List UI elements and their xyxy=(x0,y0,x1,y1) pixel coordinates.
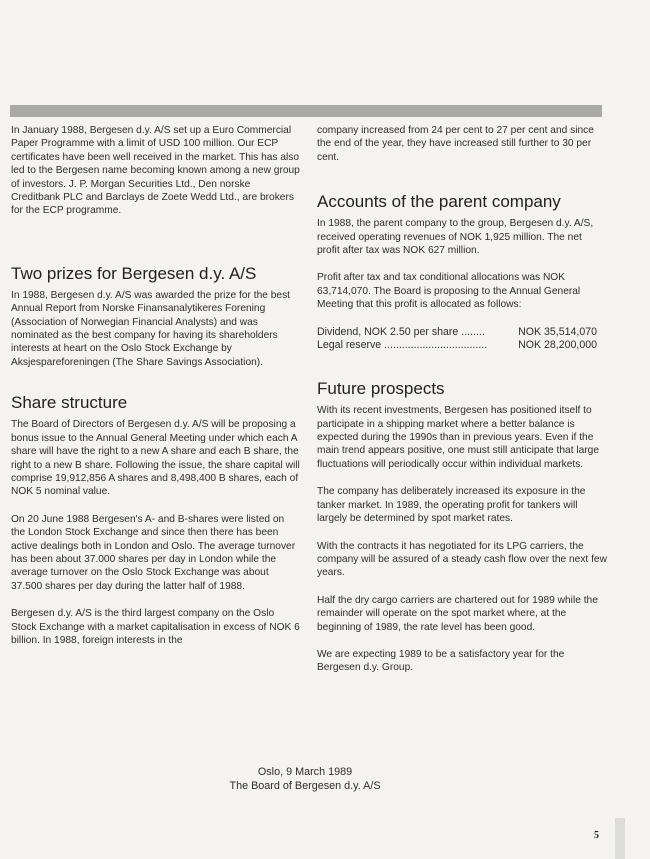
heading-future-prospects: Future prospects xyxy=(317,379,445,399)
right-column xyxy=(317,124,607,675)
continued-paragraph: company increased from 24 per cent to 27 per cent and since the end of the year, they have increased still further to 30 per cent. xyxy=(317,125,594,163)
share-paragraph-2: On 20 June 1988 Bergesen's A- and B-shares were listed on the London Stock Exchange and since then there has been active dealings both in London and Oslo. The average turnover has been about 37.000 shares per day in London while the average turnover on the Oslo Stock Exchange was about 37.500 shares per day during the latter half of 1988. xyxy=(11,513,296,592)
future-paragraph-5: We are expecting 1989 to be a satisfactory year for the Bergesen d.y. Group. xyxy=(317,648,565,674)
page-number: 5 xyxy=(594,830,599,841)
allocation-label: Legal reserve ................................... xyxy=(317,339,488,352)
heading-share-structure: Share structure xyxy=(11,393,128,413)
allocation-label: Dividend, NOK 2.50 per share ........ xyxy=(317,325,485,338)
accounts-paragraph-2: Profit after tax and tax conditional allocations was NOK 63,714,070. The Board is proposing to the Annual General Meeting that this profit is allocated as follows: xyxy=(317,272,581,311)
signature-place-date: Oslo, 9 March 1989 xyxy=(257,766,353,778)
allocation-row-legal-reserve xyxy=(317,339,597,353)
signature-board: The Board of Bergesen d.y. A/S xyxy=(229,779,381,792)
future-paragraph-1: With its recent investments, Bergesen has positioned itself to participate in a shipping market where a better balance is expected during the 1990s than in previous years. Even if the main trend appears positive, one must still anticipate that large fluctuations will periodically occur within individual markets. xyxy=(317,405,600,470)
future-paragraph-2: The company has deliberately increased its exposure in the tanker market. In 1989, the operating profit for tankers will largely be determined by spot market rates. xyxy=(317,486,586,525)
heading-accounts: Accounts of the parent company xyxy=(317,192,561,212)
share-paragraph-1: The Board of Directors of Bergesen d.y. A/S will be proposing a bonus issue to the Annual General Meeting under which each A share will have the right to a new A share and each B share, the right to a new B share. Following the issue, the share capital will comprise 19,912,856 A shares and 8,498,400 B shares, each of NOK 5 nominal value. xyxy=(11,419,300,498)
allocation-amount: NOK 35,514,070 xyxy=(518,325,597,338)
accounts-paragraph-1: In 1988, the parent company to the group, Bergesen d.y. A/S, received operating revenues of NOK 1,925 million. The net profit after tax was NOK 627 million. xyxy=(317,218,594,257)
signature-block xyxy=(0,766,610,793)
page-edge-tab xyxy=(615,818,625,859)
header-rule xyxy=(10,105,602,117)
left-column xyxy=(11,124,301,647)
allocation-row-dividend xyxy=(317,326,597,340)
share-paragraph-3: Bergesen d.y. A/S is the third largest company on the Oslo Stock Exchange with a market capitalisation in excess of NOK 6 billion. In 1988, foreign interests in the xyxy=(11,608,300,646)
heading-two-prizes: Two prizes for Bergesen d.y. A/S xyxy=(11,263,257,283)
ecp-paragraph: In January 1988, Bergesen d.y. A/S set up a Euro Commercial Paper Programme with a limit of USD 100 million. Our ECP certificates have been well received in the market. This has also led to the Bergesen name becoming known among a new group of investors. J. P. Morgan Securities Ltd., Den norske Creditbank PLC and Barclays de Zoete Wedd Ltd., are brokers for the ECP programme. xyxy=(11,125,300,217)
future-paragraph-4: Half the dry cargo carriers are chartered out for 1989 while the remainder will operate on the spot market where, at the beginning of 1989, the rate level has been good. xyxy=(317,594,598,633)
future-paragraph-3: With the contracts it has negotiated for its LPG carriers, the company will be assured of a steady cash flow over the next few years. xyxy=(317,540,607,579)
allocation-amount: NOK 28,200,000 xyxy=(518,339,597,352)
prizes-paragraph: In 1988, Bergesen d.y. A/S was awarded the prize for the best Annual Report from Norske Finansanalytikeres Forening (Association of Norwegian Financial Analysts) and was nominated as the best company for having its shareholders interests at heart on the Oslo Stock Exchange by Aksjespareforeningen (The Share Savings Association). xyxy=(11,289,291,368)
allocation-table xyxy=(317,326,607,354)
